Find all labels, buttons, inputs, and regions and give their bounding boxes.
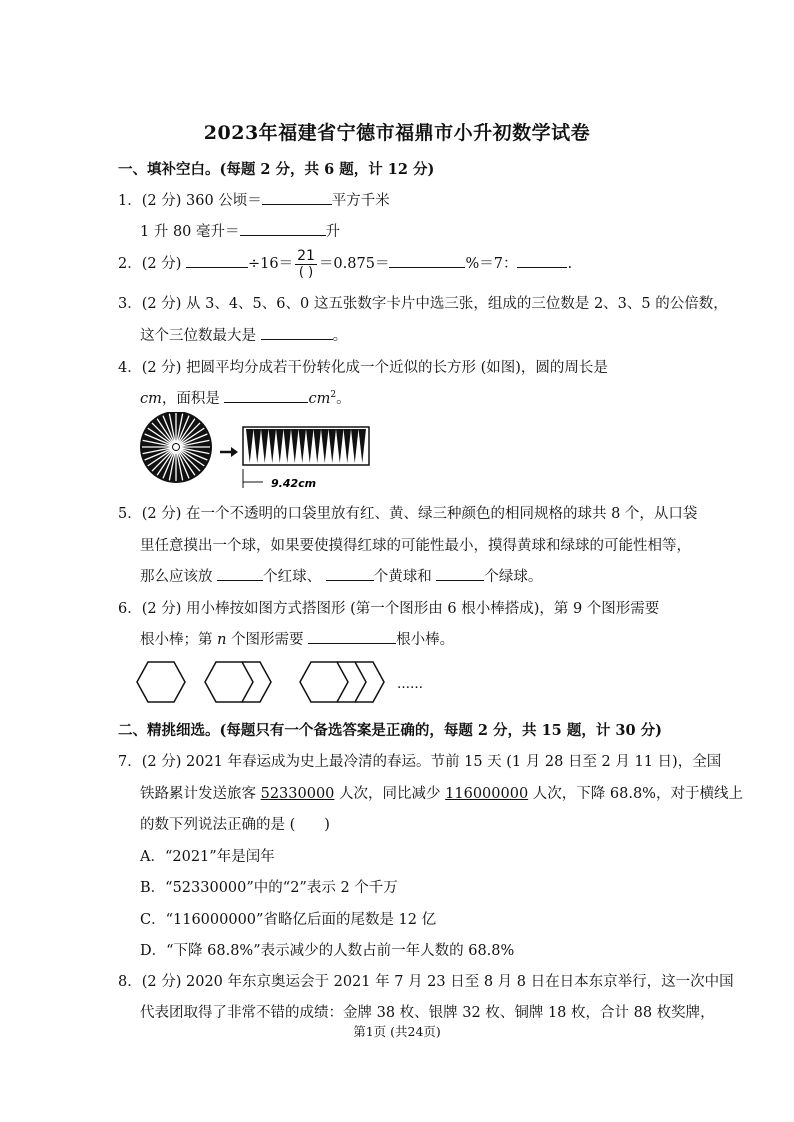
question-1 (118, 189, 390, 210)
dimension-marker (243, 469, 263, 488)
question-7 (118, 750, 721, 771)
question-7-line2 (140, 782, 743, 803)
answer-blank[interactable] (308, 629, 396, 644)
question-3 (118, 292, 728, 313)
question-1-part-b (140, 220, 340, 241)
fraction-numerator: 21 (297, 248, 315, 264)
question-text: 个图形需要 (231, 632, 304, 648)
underlined-number: 116000000 (445, 786, 529, 802)
question-text: (2 分) 在一个不透明的口袋里放有红、黄、绿三种颜色的相同规格的球共 8 个，从口袋 (141, 506, 698, 522)
question-text: 这个三位数最大是 (140, 328, 256, 344)
option-d[interactable]: D．“下降 68.8%”表示减少的人数占前一年人数的 68.8% (140, 943, 515, 959)
hexagon-shape-1 (137, 662, 185, 702)
question-text: 平方千米 (331, 193, 390, 209)
question-text: 根小棒。 (396, 632, 455, 648)
answer-blank[interactable] (186, 253, 248, 268)
question-text: 。 (332, 328, 348, 344)
unit-exponent: 2 (330, 390, 337, 401)
answer-blank[interactable] (224, 388, 308, 403)
hexagon-shape-2a (205, 662, 253, 702)
question-text: %＝7： (465, 256, 518, 272)
question-number: 1． (118, 193, 142, 209)
question-8 (118, 970, 734, 991)
question-7-line3: 的数下列说法正确的是 ( ) (140, 817, 330, 833)
question-4-line2 (140, 387, 351, 408)
question-text: 铁路累计发送旅客 (140, 786, 256, 802)
unit-cm: cm (308, 391, 331, 407)
question-text: 个红球、 (263, 569, 322, 585)
question-5 (118, 502, 697, 523)
hexagon-sticks-figure (135, 660, 435, 704)
question-number: 5． (118, 506, 142, 522)
question-text: 个绿球。 (484, 569, 543, 585)
question-text: ＝0.875＝ (318, 256, 390, 272)
question-score: (2 分) (141, 256, 182, 272)
question-text: 。 (336, 391, 351, 407)
option-c[interactable]: C．“116000000”省略亿后面的尾数是 12 亿 (140, 912, 437, 928)
question-2 (118, 246, 572, 282)
fraction-denominator: ( ) (298, 265, 314, 280)
hexagon-shape-2b (242, 662, 271, 702)
hexagon-shape-3c (355, 662, 384, 702)
circle-to-rectangle-figure (138, 412, 378, 492)
question-text: 升 (325, 224, 341, 240)
approx-rectangle-icon (243, 427, 369, 465)
question-4 (118, 356, 608, 377)
question-text: (2 分) 用小棒按如图方式搭图形 (第一个图形由 6 根小棒搭成)，第 9 个图形需要 (141, 601, 660, 617)
arrow-icon (220, 447, 238, 457)
question-3-line2 (140, 324, 347, 345)
question-text: 那么应该放 (140, 569, 213, 585)
question-text: 根小棒；第 (140, 632, 213, 648)
dimension-label: 9.42cm (271, 477, 317, 490)
question-text: (2 分) 2020 年东京奥运会于 2021 年 7 月 23 日至 8 月 8 日在日本东京举行，这一次中国 (141, 974, 734, 990)
question-number: 6． (118, 601, 142, 617)
answer-blank[interactable] (436, 566, 484, 581)
question-number: 2． (118, 256, 142, 272)
question-number: 7． (118, 754, 142, 770)
answer-blank[interactable] (262, 190, 332, 205)
question-text: (2 分) 从 3、4、5、6、0 这五张数字卡片中选三张，组成的三位数是 2、3、5 的公倍数， (141, 296, 728, 312)
hexagon-shape-3a (300, 662, 348, 702)
answer-blank[interactable] (389, 253, 465, 268)
question-text: 个黄球和 (373, 569, 432, 585)
question-5-line2: 里任意摸出一个球，如果要使摸得红球的可能性最小，摸得黄球和绿球的可能性相等， (140, 538, 691, 554)
question-number: 3． (118, 296, 142, 312)
question-8-line2: 代表团取得了非常不错的成绩：金牌 38 枚、银牌 32 枚、铜牌 18 枚，合计 88 枚奖牌， (140, 1005, 715, 1021)
question-text: ÷16＝ (248, 256, 294, 272)
question-number: 8． (118, 974, 142, 990)
question-text: 1 升 80 毫升＝ (140, 224, 240, 240)
answer-blank[interactable] (261, 325, 333, 340)
ellipsis: …… (397, 677, 423, 692)
question-text: 360 公顷＝ (186, 193, 262, 209)
question-text: . (567, 256, 573, 272)
answer-blank[interactable] (517, 253, 567, 268)
underlined-number: 52330000 (260, 786, 335, 802)
variable-n: n (217, 632, 227, 648)
hexagon-shape-3b (337, 662, 366, 702)
question-text: 人次，同比减少 (339, 786, 441, 802)
question-text: 人次，下降 68.8%，对于横线上 (532, 786, 743, 802)
question-6-line2 (140, 628, 454, 649)
page-footer: 第1页 (共24页) (353, 1024, 441, 1039)
option-a[interactable]: A．“2021”年是闰年 (140, 849, 275, 865)
question-text: ，面积是 (161, 391, 220, 407)
answer-blank[interactable] (240, 221, 326, 236)
sectored-circle-icon (140, 412, 212, 483)
option-b[interactable]: B．“52330000”中的“2”表示 2 个千万 (140, 880, 398, 896)
question-5-line3 (140, 565, 542, 586)
page-title: 2023年福建省宁德市福鼎市小升初数学试卷 (203, 122, 591, 144)
question-text: (2 分) 把圆平均分成若干份转化成一个近似的长方形 (如图)，圆的周长是 (141, 360, 608, 376)
question-score: (2 分) (141, 193, 182, 209)
section-heading-1: 一、填补空白。(每题 2 分，共 6 题，计 12 分) (118, 161, 435, 178)
question-number: 4． (118, 360, 142, 376)
question-text: (2 分) 2021 年春运成为史上最冷清的春运。节前 15 天 (1 月 28 日至 2 月 11 日)，全国 (141, 754, 722, 770)
answer-blank[interactable] (217, 566, 263, 581)
section-heading-2: 二、精挑细选。(每题只有一个备选答案是正确的，每题 2 分，共 15 题，计 30 分) (118, 722, 662, 739)
answer-blank[interactable] (326, 566, 374, 581)
unit-cm: cm (140, 391, 162, 407)
fraction (295, 249, 317, 279)
question-6 (118, 597, 659, 618)
